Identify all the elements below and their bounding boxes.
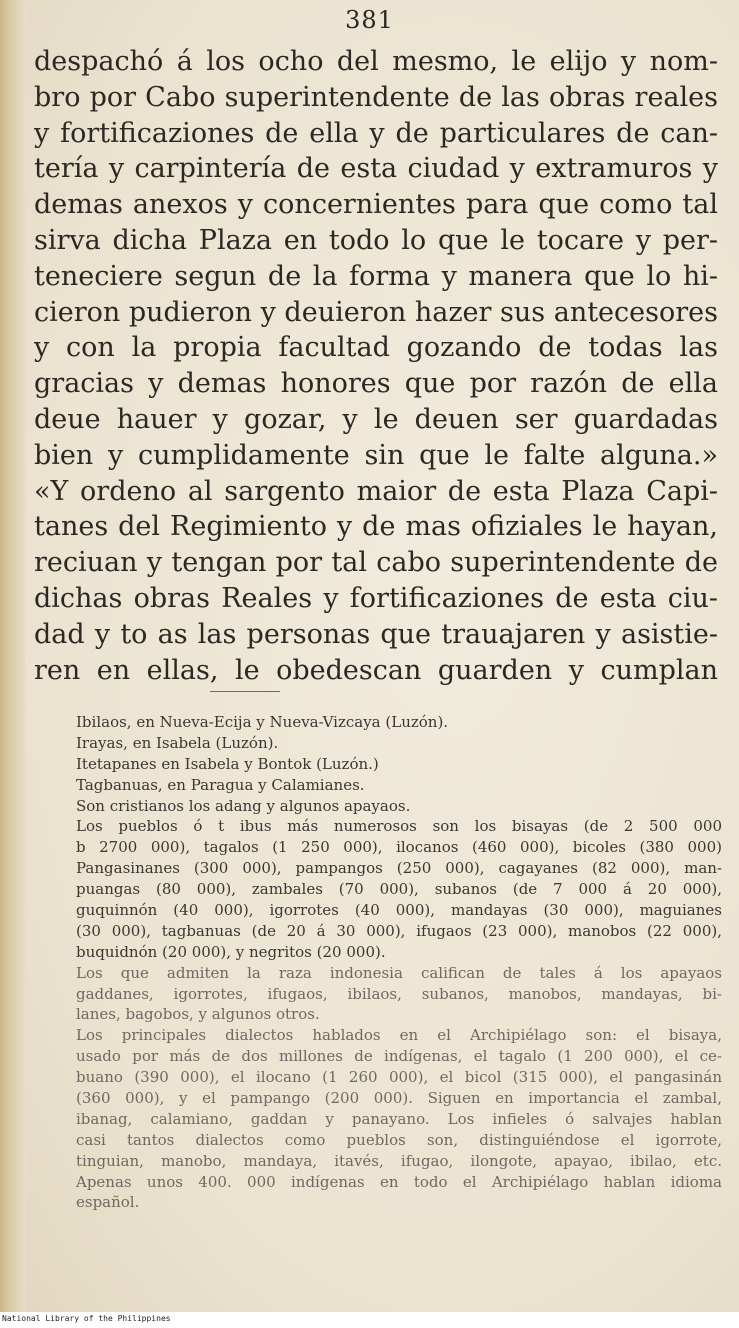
page-number: 381 [345, 6, 394, 34]
footnote-line: Los que admiten la raza indonesia califican de tales á los apayaos [76, 963, 722, 982]
footnote-line: casi tantos dialectos como pueblos son, distinguiéndose el igorrote, [76, 1130, 722, 1149]
body-line: despachó á los ocho del mesmo, le elijo y nom- [34, 46, 718, 77]
body-line: dichas obras Reales y fortificaziones de esta ciu- [34, 582, 718, 614]
body-line: gracias y demas honores que por razón de ella [34, 368, 718, 400]
footnote-line: ibanag, calamiano, gaddan y panayano. Los infieles ó salvajes hablan [76, 1109, 722, 1128]
footnote-line: (30 000), tagbanuas (de 20 á 30 000), ifugaos (23 000), manobos (22 000), [76, 921, 722, 940]
body-line: y fortificaziones de ella y de particulares de can- [34, 117, 718, 149]
footnote-line: buano (390 000), el ilocano (1 260 000), el bicol (315 000), el pangasinán [76, 1068, 722, 1087]
body-line: y con la propia facultad gozando de todas las [34, 332, 718, 364]
body-line: tanes del Regimiento y de mas ofiziales le hayan, [34, 511, 718, 543]
footnote-line: Apenas unos 400. 000 indígenas en todo el Archipiélago hablan idioma [76, 1172, 722, 1191]
footnote-line: usado por más de dos millones de indígenas, el tagalo (1 200 000), el ce- [76, 1047, 722, 1066]
footnote-line: buquidnón (20 000), y negritos (20 000). [76, 942, 386, 961]
body-line: dad y to as las personas que trauajaren y asistie- [34, 618, 718, 650]
footnote-line: Los pueblos ó t ibus más numerosos son los bisayas (de 2 500 000 [76, 817, 722, 836]
body-line: demas anexos y concernientes para que como tal [34, 189, 718, 221]
footnote-line: Tagbanuas, en Paragua y Calamianes. [76, 775, 365, 794]
footnote-line: Pangasinanes (300 000), pampangos (250 000), cagayanes (82 000), man- [76, 859, 722, 878]
footnote-line: puangas (80 000), zambales (70 000), subanos (de 7 000 á 20 000), [76, 880, 722, 899]
page-binding-edge [0, 0, 26, 1312]
body-line: bro por Cabo superintendente de las obras reales [34, 81, 718, 113]
body-line: teneciere segun de la forma y manera que lo hi- [34, 260, 718, 292]
footnote-line: Los principales dialectos hablados en el Archipiélago son: el bisaya, [76, 1026, 722, 1045]
main-body-text [34, 44, 718, 688]
body-line: sirva dicha Plaza en todo lo que le tocare y per- [34, 224, 718, 256]
body-line: «Y ordeno al sargento maior de esta Plaza Capi- [34, 475, 718, 507]
footnote-line: Ibilaos, en Nueva-Ecija y Nueva-Vizcaya (Luzón). [76, 713, 449, 731]
footnote-line: guquinnón (40 000), igorrotes (40 000), mandayas (30 000), maguianes [76, 901, 722, 920]
body-line: tería y carpintería de esta ciudad y extramuros y [34, 153, 718, 185]
body-line: reciuan y tengan por tal cabo superintendente de [34, 547, 718, 579]
footnote-separator-rule [210, 691, 280, 692]
footnote-line: español. [76, 1193, 140, 1212]
footnote-line: tinguian, manobo, mandaya, itavés, ifugao, ilongote, apayao, ibilao, etc. [76, 1151, 722, 1170]
body-line: deue hauer y gozar, y le deuen ser guardadas [34, 403, 718, 435]
footnote-line: (360 000), y el pampango (200 000). Siguen en importancia el zambal, [76, 1089, 722, 1108]
footnote-line: gaddanes, igorrotes, ifugaos, ibilaos, subanos, manobos, mandayas, bi- [76, 984, 722, 1003]
footnotes-block [76, 712, 722, 1213]
footnote-line: lanes, bagobos, y algunos otros. [76, 1005, 320, 1024]
footnote-line: Irayas, en Isabela (Luzón). [76, 733, 279, 752]
footnote-line: Itetapanes en Isabela y Bontok (Luzón.) [76, 754, 379, 773]
body-line: cieron pudieron y deuieron hazer sus antecesores [34, 296, 718, 328]
library-credit: National Library of the Philippines [2, 1314, 171, 1323]
footnote-line: Son cristianos los adang y algunos apayaos. [76, 796, 411, 815]
body-line: bien y cumplidamente sin que le falte alguna.» [34, 439, 718, 471]
footnote-line: b 2700 000), tagalos (1 250 000), ilocanos (460 000), bicoles (380 000) [76, 838, 722, 857]
body-line: ren en ellas, le obedescan guarden y cumplan [34, 654, 718, 686]
